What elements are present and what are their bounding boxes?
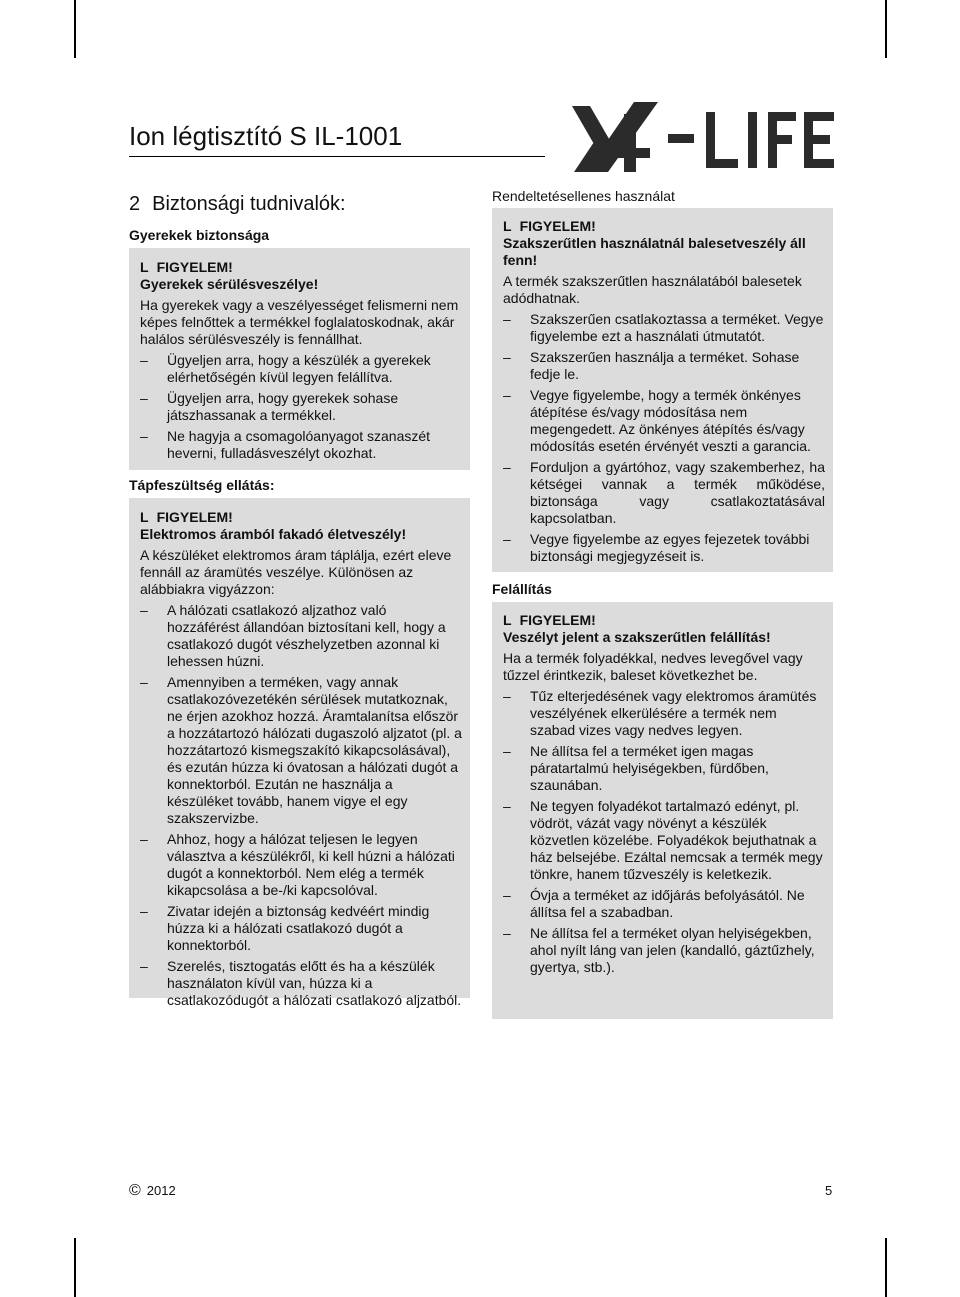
warning-icon: L [503, 218, 512, 234]
children-warning-label: L FIGYELEM! [140, 259, 233, 275]
intended-use-warning-list [503, 311, 825, 565]
crop-mark-bottom-left [74, 1238, 76, 1297]
setup-warning-content [503, 612, 825, 980]
list-item: – Amennyiben a terméken, vagy annak csatlakozóvezetékén sérülések mutatkoznak, ne érjen azokhoz hozzá. Áramtalanítsa először a hozzátartozó hálózati dugaszoló aljzatot (pl. a hozzátartozó kismegszakító kikapcsolásával), és ezután húzza ki óvatosan a hálózati dugót a konnektorból. Ezután ne használja a készüléket tovább, hanem vigye el egy szakszervizbe. [140, 674, 462, 827]
copyright-icon: © [129, 1182, 141, 1199]
power-warning-list [140, 602, 462, 1009]
intended-use-warning-intro: A termék szakszerűtlen használatából balesetek adódhatnak. [503, 273, 802, 306]
power-warning-intro: A készüléket elektromos áram táplálja, ezért eleve fennáll az áramütés veszélye. Különösen az alábbiakra vigyázzon: [140, 547, 452, 597]
children-safety-heading: Gyerekek biztonsága [129, 227, 270, 243]
crop-mark-top-right [885, 0, 887, 58]
list-item: – Ne hagyja a csomagolóanyagot szanaszét heverni, fulladásveszélyt okozhat. [140, 428, 462, 462]
warning-icon: L [503, 612, 512, 628]
list-item: – Óvja a terméket az időjárás befolyásától. Ne állítsa fel a szabadban. [503, 887, 825, 921]
list-item: – Tűz elterjedésének vagy elektromos áramütés veszélyének elkerülésére a termék nem szabad vizes vagy nedves legyen. [503, 688, 825, 739]
list-item: – Zivatar idején a biztonság kedvéért mindig húzza ki a hálózati csatlakozó dugót a konnektorból. [140, 903, 462, 954]
list-item: – Szerelés, tisztogatás előtt és ha a készülék használaton kívül van, húzza ki a csatlakozódugót a hálózati csatlakozó aljzatból. [140, 958, 462, 1009]
copyright-year: 2012 [146, 1183, 176, 1198]
intended-use-heading: Rendeltetésellenes használat [492, 188, 675, 204]
power-warning-content [140, 509, 462, 1013]
document-title: Ion légtisztító S IL-1001 [129, 118, 545, 157]
list-item: – Vegye figyelembe, hogy a termék önkényes átépítése és/vagy módosítása nem megengedett. Az önkényes átépítés és/vagy módosítás esetén érvényét veszti a garancia. [503, 387, 825, 455]
intended-use-warning-label: L FIGYELEM! [503, 218, 596, 234]
children-warning-list [140, 352, 462, 462]
crop-mark-top-left [74, 0, 76, 58]
setup-heading: Felállítás [492, 581, 552, 597]
section-heading [129, 190, 346, 218]
list-item: – Ügyeljen arra, hogy gyerekek sohase játszhassanak a termékkel. [140, 390, 462, 424]
children-warning-intro: Ha gyerekek vagy a veszélyességet felismerni nem képes felnőttek a termékkel foglalatoskodnak, akár halálos sérülésveszély is fennállhat. [140, 297, 459, 347]
warning-icon: L [140, 509, 149, 525]
list-item: – Ügyeljen arra, hogy a készülék a gyerekek elérhetőségén kívül legyen felállítva. [140, 352, 462, 386]
list-item: – Ne állítsa fel a terméket olyan helyiségekben, ahol nyílt láng van jelen (kandalló, gáztűzhely, gyertya, stb.). [503, 925, 825, 976]
children-warning-content [140, 259, 462, 466]
intended-use-warning-content [503, 218, 825, 569]
list-item: – Ne tegyen folyadékot tartalmazó edényt, pl. vödröt, vázát vagy növényt a készülék közvetlen közelébe. Folyadékok bejuthatnak a ház belsejébe. Ezáltal nemcsak a termék megy tönkre, hanem tűzveszély is keletkezik. [503, 798, 825, 883]
list-item: – Vegye figyelembe az egyes fejezetek további biztonsági megjegyzéseit is. [503, 531, 825, 565]
list-item: – Ne állítsa fel a terméket igen magas páratartalmú helyiségekben, fürdőben, szaunában. [503, 743, 825, 794]
warning-icon: L [140, 259, 149, 275]
page-number: 5 [825, 1183, 833, 1198]
footer-copyright [129, 1182, 176, 1200]
setup-warning-label: L FIGYELEM! [503, 612, 596, 628]
children-warning-title: Gyerekek sérülésveszélye! [140, 276, 319, 292]
x4-life-logo [568, 96, 836, 176]
list-item: – Forduljon a gyártóhoz, vagy szakemberhez, ha kétségei vannak a termék működése, biztonsága vagy csatlakoztatásával kapcsolatban. [503, 459, 825, 527]
setup-warning-intro: Ha a termék folyadékkal, nedves levegővel vagy tűzzel érintkezik, baleset következhet be. [503, 650, 803, 683]
intended-use-warning-title: Szakszerűtlen használatnál balesetveszély áll fenn! [503, 235, 806, 268]
power-warning-label: L FIGYELEM! [140, 509, 233, 525]
list-item: – Ahhoz, hogy a hálózat teljesen le legyen választva a készülékről, ki kell húzni a hálózati dugót a konnektorból. Nem elég a termék kikapcsolása a be-/ki kapcsolóval. [140, 831, 462, 899]
power-warning-title: Elektromos áramból fakadó életveszély! [140, 526, 407, 542]
section-title: Biztonsági tudnivalók: [152, 193, 346, 215]
setup-warning-list [503, 688, 825, 976]
section-number: 2 [129, 193, 141, 215]
power-supply-heading: Tápfeszültség ellátás: [129, 477, 275, 493]
crop-mark-bottom-right [885, 1238, 887, 1297]
list-item: – Szakszerűen csatlakoztassa a terméket. Vegye figyelembe ezt a használati útmutatót. [503, 311, 825, 345]
list-item: – Szakszerűen használja a terméket. Sohase fedje le. [503, 349, 825, 383]
setup-warning-title: Veszélyt jelent a szakszerűtlen felállítás! [503, 629, 771, 645]
list-item: – A hálózati csatlakozó aljzathoz való hozzáférést állandóan biztosítani kell, hogy a csatlakozó dugót vészhelyzetben azonnal ki lehessen húzni. [140, 602, 462, 670]
